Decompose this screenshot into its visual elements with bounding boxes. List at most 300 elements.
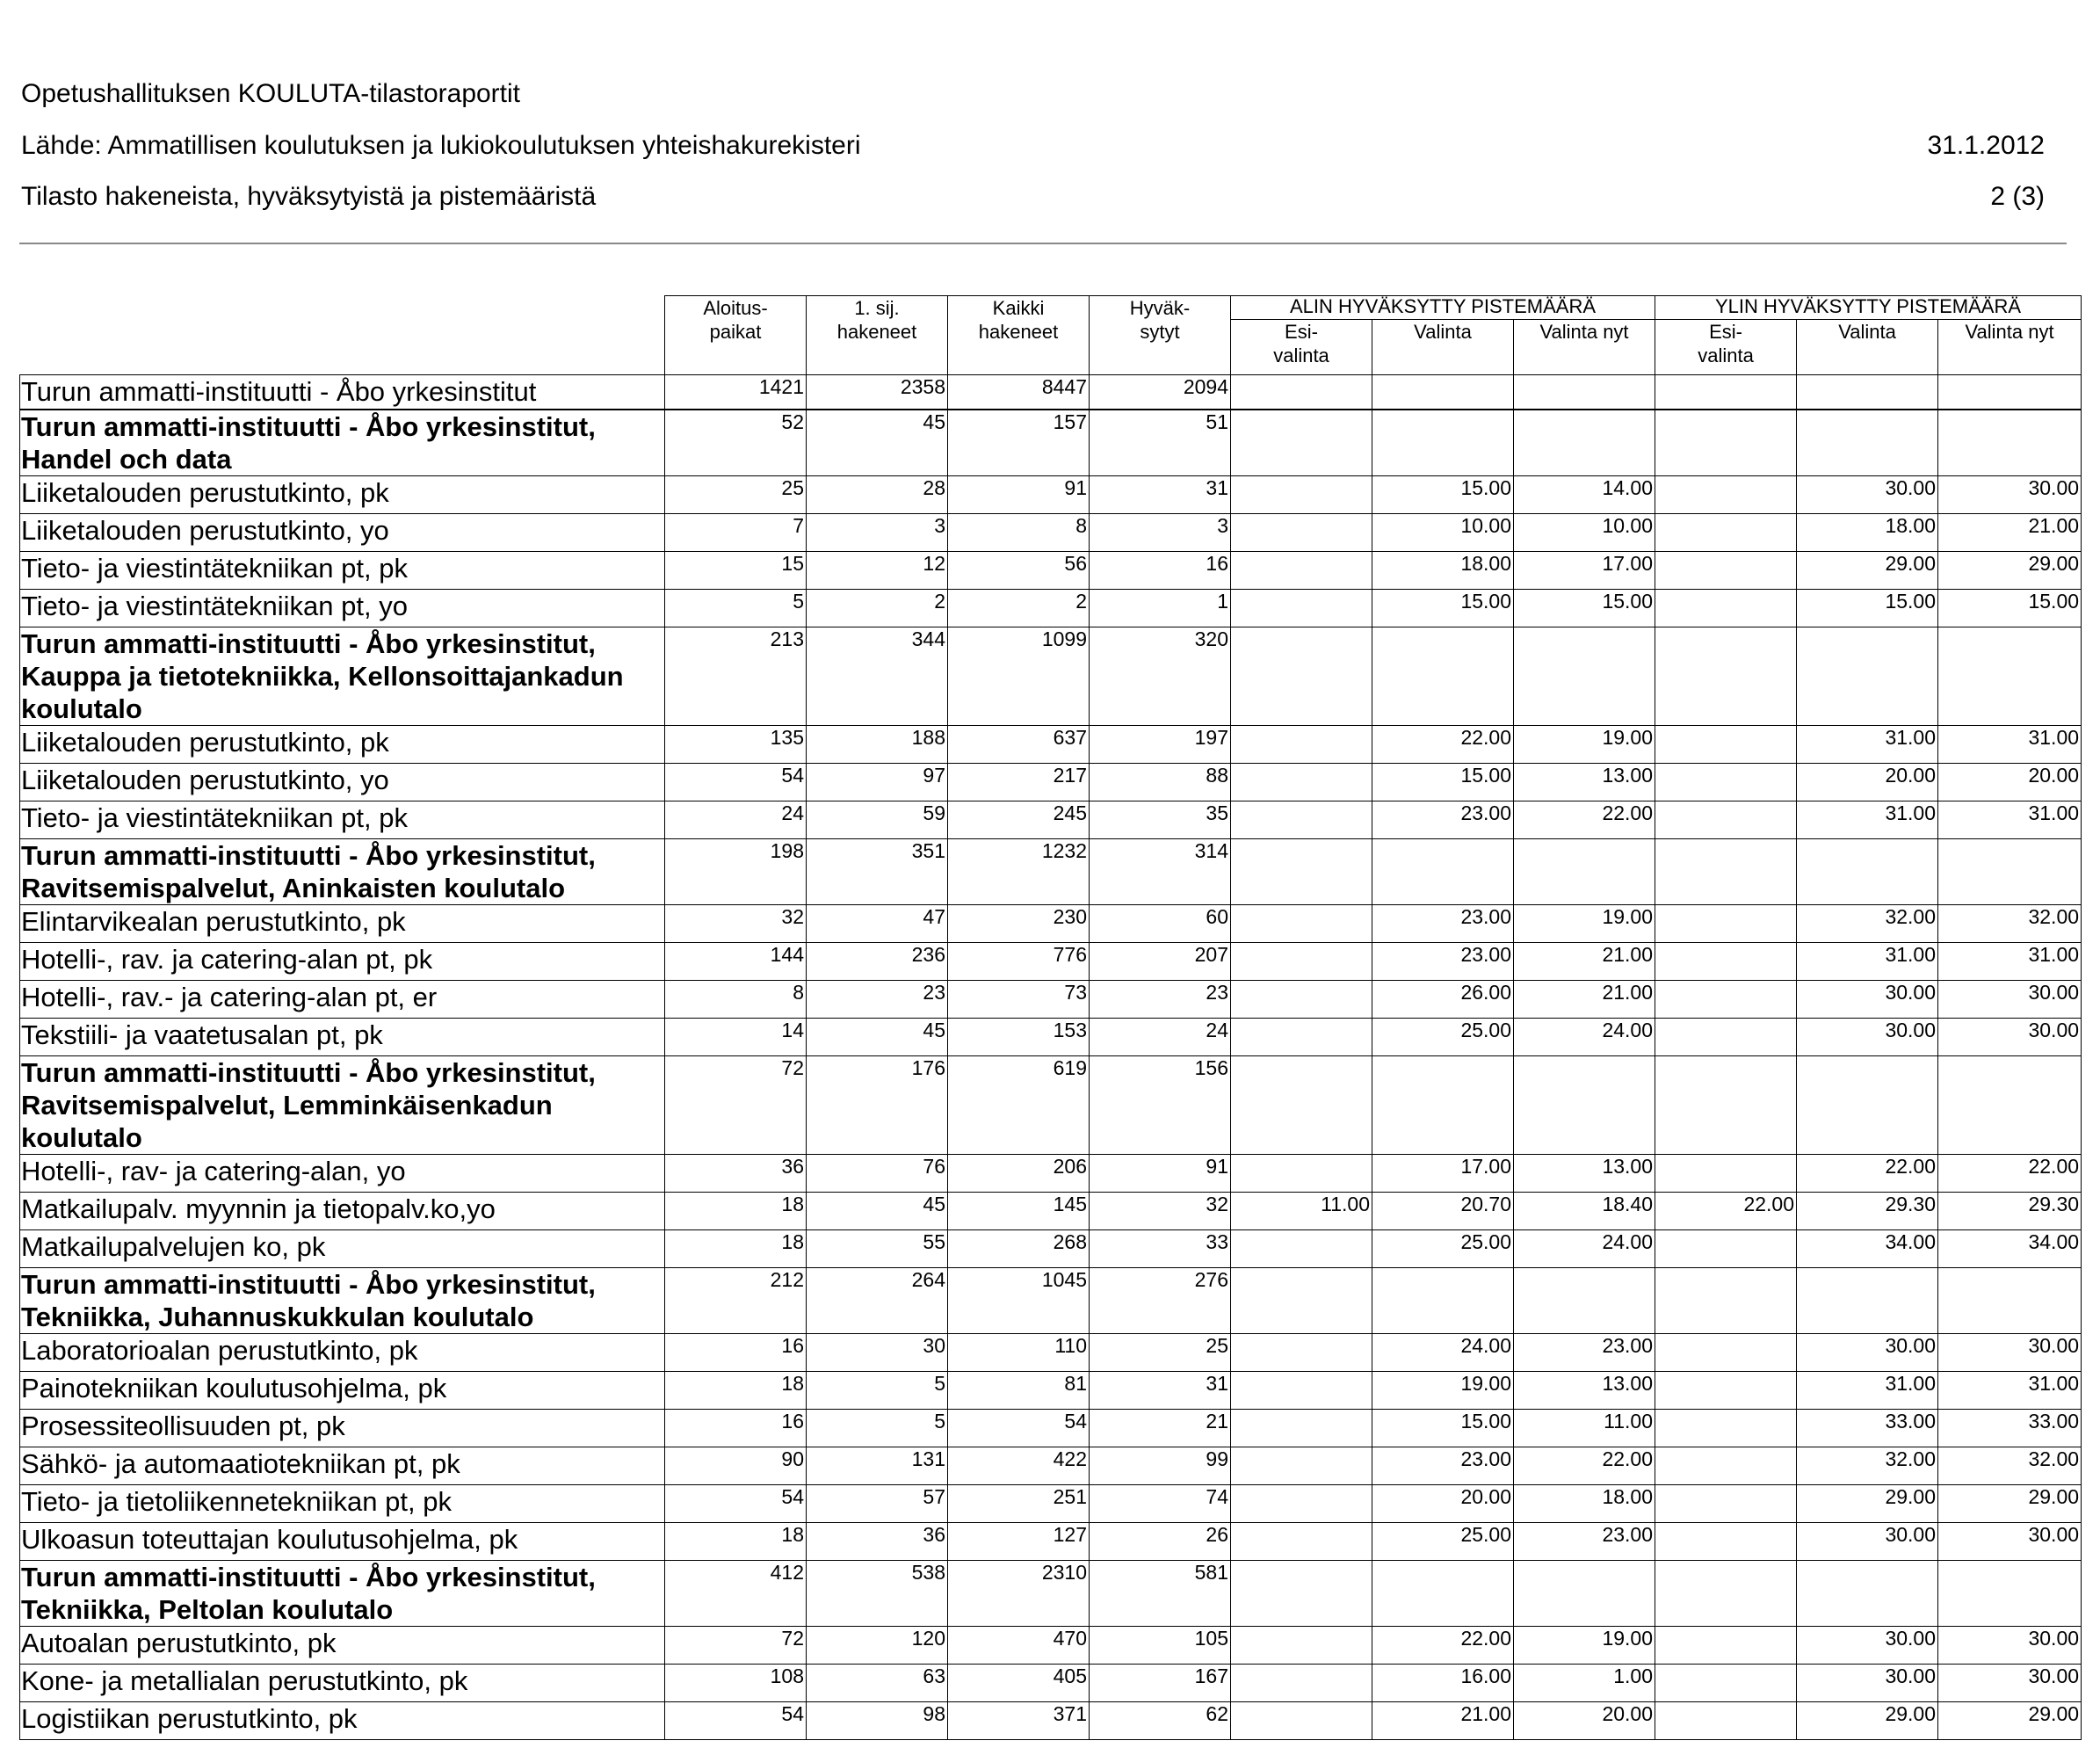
cell-alin-valinta	[1372, 838, 1514, 904]
cell-alin-valinta: 15.00	[1372, 589, 1514, 627]
cell-alin-esivalinta	[1231, 763, 1372, 801]
cell-ylin-valinta: 30.00	[1797, 980, 1938, 1018]
cell-kaikki-hakeneet: 110	[948, 1333, 1090, 1371]
cell-1-sij-hakeneet: 45	[807, 1192, 948, 1229]
row-name: Painotekniikan koulutusohjelma, pk	[20, 1371, 665, 1409]
cell-hyvaksytyt: 60	[1090, 904, 1231, 942]
row-name: Liiketalouden perustutkinto, pk	[20, 475, 665, 513]
cell-ylin-valinta: 29.00	[1797, 1484, 1938, 1522]
cell-1-sij-hakeneet: 264	[807, 1267, 948, 1333]
row-name: Turun ammatti-instituutti - Åbo yrkesinstitut, Tekniikka, Peltolan koulutalo	[20, 1560, 665, 1626]
cell-alin-valinta: 23.00	[1372, 1447, 1514, 1484]
cell-ylin-valinta: 29.30	[1797, 1192, 1938, 1229]
cell-hyvaksytyt: 99	[1090, 1447, 1231, 1484]
col-header-1-sij-hakeneet: 1. sij. hakeneet	[807, 296, 948, 375]
cell-1-sij-hakeneet: 47	[807, 904, 948, 942]
cell-alin-esivalinta	[1231, 1626, 1372, 1664]
cell-1-sij-hakeneet: 2	[807, 589, 948, 627]
cell-kaikki-hakeneet: 245	[948, 801, 1090, 838]
cell-1-sij-hakeneet: 45	[807, 410, 948, 476]
cell-ylin-valinta: 31.00	[1797, 1371, 1938, 1409]
cell-kaikki-hakeneet: 73	[948, 980, 1090, 1018]
row-name: Ulkoasun toteuttajan koulutusohjelma, pk	[20, 1522, 665, 1560]
cell-kaikki-hakeneet: 206	[948, 1154, 1090, 1192]
cell-alin-esivalinta	[1231, 551, 1372, 589]
cell-alin-valinta: 15.00	[1372, 1409, 1514, 1447]
cell-hyvaksytyt: 3	[1090, 513, 1231, 551]
cell-alin-valinta: 26.00	[1372, 980, 1514, 1018]
cell-ylin-esivalinta	[1655, 1626, 1797, 1664]
cell-1-sij-hakeneet: 344	[807, 627, 948, 725]
cell-alin-esivalinta	[1231, 1664, 1372, 1701]
cell-alin-esivalinta	[1231, 725, 1372, 763]
cell-1-sij-hakeneet: 5	[807, 1409, 948, 1447]
row-name: Tieto- ja viestintätekniikan pt, pk	[20, 551, 665, 589]
cell-alin-valinta-nyt: 18.40	[1514, 1192, 1655, 1229]
cell-kaikki-hakeneet: 8447	[948, 375, 1090, 410]
cell-alin-valinta-nyt	[1514, 1560, 1655, 1626]
cell-ylin-esivalinta	[1655, 1267, 1797, 1333]
cell-kaikki-hakeneet: 54	[948, 1409, 1090, 1447]
cell-alin-valinta: 25.00	[1372, 1522, 1514, 1560]
cell-aloituspaikat: 16	[665, 1409, 807, 1447]
col-header-alin-valinta: Valinta	[1372, 320, 1514, 375]
cell-kaikki-hakeneet: 251	[948, 1484, 1090, 1522]
cell-ylin-valinta-nyt: 30.00	[1938, 1626, 2082, 1664]
cell-alin-valinta	[1372, 375, 1514, 410]
cell-kaikki-hakeneet: 2310	[948, 1560, 1090, 1626]
cell-alin-esivalinta	[1231, 1055, 1372, 1154]
cell-aloituspaikat: 212	[665, 1267, 807, 1333]
cell-alin-esivalinta	[1231, 904, 1372, 942]
cell-1-sij-hakeneet: 59	[807, 801, 948, 838]
cell-aloituspaikat: 18	[665, 1371, 807, 1409]
row-name: Elintarvikealan perustutkinto, pk	[20, 904, 665, 942]
cell-hyvaksytyt: 21	[1090, 1409, 1231, 1447]
cell-alin-esivalinta	[1231, 513, 1372, 551]
table-row	[20, 1154, 2082, 1192]
row-name: Matkailupalv. myynnin ja tietopalv.ko,yo	[20, 1192, 665, 1229]
row-name: Tieto- ja tietoliikennetekniikan pt, pk	[20, 1484, 665, 1522]
cell-ylin-esivalinta	[1655, 1371, 1797, 1409]
table-header	[20, 296, 2082, 375]
cell-ylin-valinta-nyt: 30.00	[1938, 475, 2082, 513]
cell-ylin-esivalinta	[1655, 725, 1797, 763]
cell-alin-esivalinta: 11.00	[1231, 1192, 1372, 1229]
table-row-unit	[20, 838, 2082, 904]
statistics-table	[19, 295, 2082, 1740]
cell-ylin-valinta: 30.00	[1797, 1333, 1938, 1371]
report-source-title: Opetushallituksen KOULUTA-tilastoraportit	[21, 79, 521, 108]
page-number: 2 (3)	[1990, 182, 2045, 211]
cell-kaikki-hakeneet: 405	[948, 1664, 1090, 1701]
table-row	[20, 725, 2082, 763]
cell-ylin-valinta	[1797, 1267, 1938, 1333]
cell-alin-esivalinta	[1231, 1229, 1372, 1267]
table-row	[20, 551, 2082, 589]
cell-1-sij-hakeneet: 3	[807, 513, 948, 551]
cell-aloituspaikat: 72	[665, 1055, 807, 1154]
cell-alin-esivalinta	[1231, 1409, 1372, 1447]
col-header-ylin-valinta-nyt: Valinta nyt	[1938, 320, 2082, 375]
cell-kaikki-hakeneet: 776	[948, 942, 1090, 980]
cell-aloituspaikat: 15	[665, 551, 807, 589]
cell-ylin-valinta: 15.00	[1797, 589, 1938, 627]
cell-kaikki-hakeneet: 619	[948, 1055, 1090, 1154]
cell-alin-valinta: 20.00	[1372, 1484, 1514, 1522]
cell-1-sij-hakeneet: 36	[807, 1522, 948, 1560]
cell-kaikki-hakeneet: 157	[948, 410, 1090, 476]
row-name: Tekstiili- ja vaatetusalan pt, pk	[20, 1018, 665, 1055]
cell-aloituspaikat: 18	[665, 1229, 807, 1267]
row-name: Turun ammatti-instituutti - Åbo yrkesinstitut, Ravitsemispalvelut, Aninkaisten koulutalo	[20, 838, 665, 904]
cell-kaikki-hakeneet: 422	[948, 1447, 1090, 1484]
cell-ylin-valinta: 29.00	[1797, 1701, 1938, 1739]
cell-alin-valinta-nyt: 10.00	[1514, 513, 1655, 551]
cell-ylin-valinta-nyt	[1938, 1560, 2082, 1626]
cell-1-sij-hakeneet: 76	[807, 1154, 948, 1192]
cell-alin-valinta: 19.00	[1372, 1371, 1514, 1409]
cell-alin-esivalinta	[1231, 980, 1372, 1018]
col-header-ylin-valinta: Valinta	[1797, 320, 1938, 375]
cell-alin-esivalinta	[1231, 1154, 1372, 1192]
cell-alin-valinta-nyt	[1514, 1055, 1655, 1154]
cell-alin-valinta-nyt: 20.00	[1514, 1701, 1655, 1739]
cell-aloituspaikat: 54	[665, 1701, 807, 1739]
cell-1-sij-hakeneet: 55	[807, 1229, 948, 1267]
cell-alin-valinta	[1372, 1560, 1514, 1626]
cell-1-sij-hakeneet: 12	[807, 551, 948, 589]
table-row	[20, 942, 2082, 980]
row-name: Prosessiteollisuuden pt, pk	[20, 1409, 665, 1447]
cell-hyvaksytyt: 31	[1090, 475, 1231, 513]
cell-ylin-valinta	[1797, 1560, 1938, 1626]
row-name: Kone- ja metallialan perustutkinto, pk	[20, 1664, 665, 1701]
cell-1-sij-hakeneet: 176	[807, 1055, 948, 1154]
cell-ylin-valinta-nyt: 29.30	[1938, 1192, 2082, 1229]
cell-aloituspaikat: 90	[665, 1447, 807, 1484]
cell-alin-valinta: 15.00	[1372, 475, 1514, 513]
row-name: Turun ammatti-instituutti - Åbo yrkesinstitut, Handel och data	[20, 410, 665, 476]
cell-aloituspaikat: 18	[665, 1522, 807, 1560]
cell-alin-valinta: 23.00	[1372, 942, 1514, 980]
cell-ylin-valinta-nyt: 31.00	[1938, 1371, 2082, 1409]
cell-ylin-valinta-nyt: 22.00	[1938, 1154, 2082, 1192]
table-row	[20, 1664, 2082, 1701]
cell-ylin-valinta: 22.00	[1797, 1154, 1938, 1192]
cell-ylin-valinta-nyt	[1938, 627, 2082, 725]
cell-ylin-valinta: 18.00	[1797, 513, 1938, 551]
cell-alin-esivalinta	[1231, 801, 1372, 838]
cell-ylin-valinta: 31.00	[1797, 942, 1938, 980]
cell-ylin-esivalinta	[1655, 475, 1797, 513]
cell-alin-valinta-nyt	[1514, 627, 1655, 725]
cell-ylin-valinta-nyt	[1938, 1055, 2082, 1154]
table-row	[20, 980, 2082, 1018]
cell-ylin-valinta-nyt: 30.00	[1938, 1333, 2082, 1371]
cell-alin-valinta-nyt: 19.00	[1514, 904, 1655, 942]
cell-hyvaksytyt: 105	[1090, 1626, 1231, 1664]
table-row	[20, 763, 2082, 801]
cell-kaikki-hakeneet: 8	[948, 513, 1090, 551]
cell-ylin-valinta-nyt: 31.00	[1938, 725, 2082, 763]
cell-alin-esivalinta	[1231, 375, 1372, 410]
cell-kaikki-hakeneet: 2	[948, 589, 1090, 627]
cell-kaikki-hakeneet: 470	[948, 1626, 1090, 1664]
cell-alin-esivalinta	[1231, 589, 1372, 627]
cell-alin-esivalinta	[1231, 838, 1372, 904]
cell-ylin-valinta	[1797, 838, 1938, 904]
row-name: Liiketalouden perustutkinto, yo	[20, 513, 665, 551]
row-name: Matkailupalvelujen ko, pk	[20, 1229, 665, 1267]
cell-alin-valinta-nyt	[1514, 375, 1655, 410]
cell-ylin-esivalinta	[1655, 763, 1797, 801]
cell-1-sij-hakeneet: 30	[807, 1333, 948, 1371]
cell-ylin-valinta-nyt: 31.00	[1938, 801, 2082, 838]
cell-aloituspaikat: 7	[665, 513, 807, 551]
cell-hyvaksytyt: 62	[1090, 1701, 1231, 1739]
cell-aloituspaikat: 32	[665, 904, 807, 942]
table-body	[20, 375, 2082, 1740]
cell-1-sij-hakeneet: 351	[807, 838, 948, 904]
cell-aloituspaikat: 144	[665, 942, 807, 980]
table-row-unit	[20, 410, 2082, 476]
cell-kaikki-hakeneet: 217	[948, 763, 1090, 801]
cell-kaikki-hakeneet: 145	[948, 1192, 1090, 1229]
cell-ylin-valinta-nyt: 33.00	[1938, 1409, 2082, 1447]
cell-ylin-esivalinta	[1655, 1154, 1797, 1192]
table-row	[20, 1333, 2082, 1371]
cell-1-sij-hakeneet: 98	[807, 1701, 948, 1739]
group-header-ylin: YLIN HYVÄKSYTTY PISTEMÄÄRÄ	[1655, 296, 2082, 320]
row-name: Sähkö- ja automaatiotekniikan pt, pk	[20, 1447, 665, 1484]
table-row	[20, 475, 2082, 513]
cell-ylin-valinta: 30.00	[1797, 1626, 1938, 1664]
cell-1-sij-hakeneet: 5	[807, 1371, 948, 1409]
cell-ylin-valinta: 34.00	[1797, 1229, 1938, 1267]
row-name: Liiketalouden perustutkinto, pk	[20, 725, 665, 763]
cell-ylin-valinta: 20.00	[1797, 763, 1938, 801]
cell-ylin-valinta-nyt: 32.00	[1938, 1447, 2082, 1484]
row-name: Turun ammatti-instituutti - Åbo yrkesinstitut, Tekniikka, Juhannuskukkulan koulutalo	[20, 1267, 665, 1333]
cell-hyvaksytyt: 24	[1090, 1018, 1231, 1055]
cell-hyvaksytyt: 25	[1090, 1333, 1231, 1371]
col-header-kaikki-hakeneet: Kaikki hakeneet	[948, 296, 1090, 375]
cell-ylin-esivalinta	[1655, 1018, 1797, 1055]
cell-kaikki-hakeneet: 91	[948, 475, 1090, 513]
cell-alin-valinta	[1372, 410, 1514, 476]
cell-ylin-valinta: 29.00	[1797, 551, 1938, 589]
table-row	[20, 801, 2082, 838]
cell-alin-valinta: 24.00	[1372, 1333, 1514, 1371]
cell-alin-esivalinta	[1231, 1484, 1372, 1522]
cell-hyvaksytyt: 1	[1090, 589, 1231, 627]
cell-alin-valinta-nyt: 15.00	[1514, 589, 1655, 627]
table-row	[20, 375, 2082, 410]
cell-alin-valinta-nyt: 13.00	[1514, 763, 1655, 801]
row-name: Turun ammatti-instituutti - Åbo yrkesinstitut, Ravitsemispalvelut, Lemminkäisenkadun koulutalo	[20, 1055, 665, 1154]
cell-aloituspaikat: 5	[665, 589, 807, 627]
cell-ylin-esivalinta	[1655, 589, 1797, 627]
cell-alin-esivalinta	[1231, 942, 1372, 980]
cell-1-sij-hakeneet: 2358	[807, 375, 948, 410]
header-divider	[19, 243, 2067, 244]
cell-alin-valinta-nyt	[1514, 838, 1655, 904]
table-row	[20, 1522, 2082, 1560]
table-row	[20, 589, 2082, 627]
table-row	[20, 1371, 2082, 1409]
table-row	[20, 1484, 2082, 1522]
cell-alin-valinta: 22.00	[1372, 725, 1514, 763]
col-header-ylin-esivalinta: Esi- valinta	[1655, 320, 1797, 375]
report-data-source: Lähde: Ammatillisen koulutuksen ja lukiokoulutuksen yhteishakurekisteri	[21, 131, 861, 160]
cell-hyvaksytyt: 320	[1090, 627, 1231, 725]
cell-alin-esivalinta	[1231, 410, 1372, 476]
cell-ylin-esivalinta	[1655, 1522, 1797, 1560]
cell-alin-valinta: 17.00	[1372, 1154, 1514, 1192]
cell-aloituspaikat: 213	[665, 627, 807, 725]
cell-alin-valinta-nyt: 17.00	[1514, 551, 1655, 589]
cell-ylin-esivalinta	[1655, 627, 1797, 725]
table-row-unit	[20, 1560, 2082, 1626]
cell-alin-valinta: 18.00	[1372, 551, 1514, 589]
cell-alin-esivalinta	[1231, 1371, 1372, 1409]
row-name: Turun ammatti-instituutti - Åbo yrkesinstitut, Kauppa ja tietotekniikka, Kellonsoittajankadun koulutalo	[20, 627, 665, 725]
table-row	[20, 1447, 2082, 1484]
cell-ylin-valinta-nyt: 31.00	[1938, 942, 2082, 980]
cell-ylin-valinta-nyt: 29.00	[1938, 1701, 2082, 1739]
cell-alin-valinta-nyt: 24.00	[1514, 1229, 1655, 1267]
cell-hyvaksytyt: 156	[1090, 1055, 1231, 1154]
cell-ylin-valinta-nyt: 30.00	[1938, 1018, 2082, 1055]
cell-ylin-valinta-nyt	[1938, 410, 2082, 476]
cell-ylin-esivalinta	[1655, 410, 1797, 476]
cell-1-sij-hakeneet: 188	[807, 725, 948, 763]
cell-alin-valinta-nyt: 14.00	[1514, 475, 1655, 513]
cell-1-sij-hakeneet: 131	[807, 1447, 948, 1484]
cell-1-sij-hakeneet: 538	[807, 1560, 948, 1626]
table-row	[20, 1701, 2082, 1739]
row-name: Logistiikan perustutkinto, pk	[20, 1701, 665, 1739]
cell-kaikki-hakeneet: 127	[948, 1522, 1090, 1560]
cell-1-sij-hakeneet: 45	[807, 1018, 948, 1055]
table-row-unit	[20, 627, 2082, 725]
cell-hyvaksytyt: 35	[1090, 801, 1231, 838]
cell-alin-valinta: 23.00	[1372, 801, 1514, 838]
cell-ylin-valinta: 31.00	[1797, 801, 1938, 838]
cell-alin-esivalinta	[1231, 1522, 1372, 1560]
cell-alin-valinta-nyt: 21.00	[1514, 942, 1655, 980]
cell-ylin-valinta: 30.00	[1797, 475, 1938, 513]
cell-ylin-valinta: 30.00	[1797, 1522, 1938, 1560]
cell-aloituspaikat: 54	[665, 763, 807, 801]
cell-kaikki-hakeneet: 637	[948, 725, 1090, 763]
cell-alin-valinta-nyt: 23.00	[1514, 1333, 1655, 1371]
cell-ylin-valinta-nyt: 30.00	[1938, 980, 2082, 1018]
table-row	[20, 1229, 2082, 1267]
cell-hyvaksytyt: 26	[1090, 1522, 1231, 1560]
cell-alin-valinta-nyt: 19.00	[1514, 725, 1655, 763]
cell-hyvaksytyt: 2094	[1090, 375, 1231, 410]
cell-ylin-esivalinta	[1655, 1484, 1797, 1522]
col-header-aloituspaikat: Aloitus- paikat	[665, 296, 807, 375]
row-name: Autoalan perustutkinto, pk	[20, 1626, 665, 1664]
cell-ylin-esivalinta	[1655, 551, 1797, 589]
cell-ylin-valinta: 32.00	[1797, 1447, 1938, 1484]
cell-aloituspaikat: 54	[665, 1484, 807, 1522]
cell-kaikki-hakeneet: 371	[948, 1701, 1090, 1739]
cell-ylin-esivalinta	[1655, 513, 1797, 551]
cell-ylin-esivalinta	[1655, 1055, 1797, 1154]
cell-alin-valinta-nyt	[1514, 1267, 1655, 1333]
cell-alin-valinta-nyt: 13.00	[1514, 1154, 1655, 1192]
cell-ylin-esivalinta	[1655, 942, 1797, 980]
cell-ylin-valinta-nyt: 20.00	[1938, 763, 2082, 801]
cell-alin-valinta: 25.00	[1372, 1018, 1514, 1055]
cell-aloituspaikat: 52	[665, 410, 807, 476]
cell-ylin-esivalinta	[1655, 375, 1797, 410]
cell-ylin-valinta-nyt: 29.00	[1938, 1484, 2082, 1522]
cell-ylin-valinta: 30.00	[1797, 1664, 1938, 1701]
cell-1-sij-hakeneet: 97	[807, 763, 948, 801]
cell-aloituspaikat: 108	[665, 1664, 807, 1701]
cell-ylin-esivalinta	[1655, 801, 1797, 838]
cell-alin-valinta: 23.00	[1372, 904, 1514, 942]
cell-1-sij-hakeneet: 23	[807, 980, 948, 1018]
cell-ylin-esivalinta	[1655, 1447, 1797, 1484]
cell-ylin-valinta-nyt: 15.00	[1938, 589, 2082, 627]
cell-hyvaksytyt: 74	[1090, 1484, 1231, 1522]
cell-alin-valinta: 15.00	[1372, 763, 1514, 801]
cell-hyvaksytyt: 51	[1090, 410, 1231, 476]
cell-ylin-valinta	[1797, 1055, 1938, 1154]
report-date: 31.1.2012	[1927, 131, 2045, 160]
cell-alin-esivalinta	[1231, 1018, 1372, 1055]
row-name: Hotelli-, rav.- ja catering-alan pt, er	[20, 980, 665, 1018]
cell-alin-esivalinta	[1231, 1333, 1372, 1371]
cell-aloituspaikat: 72	[665, 1626, 807, 1664]
cell-ylin-valinta: 31.00	[1797, 725, 1938, 763]
col-header-alin-esivalinta: Esi- valinta	[1231, 320, 1372, 375]
cell-kaikki-hakeneet: 56	[948, 551, 1090, 589]
cell-kaikki-hakeneet: 1232	[948, 838, 1090, 904]
cell-alin-valinta-nyt: 19.00	[1514, 1626, 1655, 1664]
cell-alin-valinta-nyt: 18.00	[1514, 1484, 1655, 1522]
table-row-unit	[20, 1267, 2082, 1333]
cell-ylin-valinta-nyt: 32.00	[1938, 904, 2082, 942]
cell-alin-valinta-nyt: 11.00	[1514, 1409, 1655, 1447]
cell-alin-valinta: 20.70	[1372, 1192, 1514, 1229]
cell-hyvaksytyt: 91	[1090, 1154, 1231, 1192]
cell-ylin-valinta: 32.00	[1797, 904, 1938, 942]
table-row-unit	[20, 1055, 2082, 1154]
cell-alin-valinta: 16.00	[1372, 1664, 1514, 1701]
cell-alin-valinta-nyt: 1.00	[1514, 1664, 1655, 1701]
cell-ylin-valinta-nyt: 30.00	[1938, 1664, 2082, 1701]
cell-alin-esivalinta	[1231, 1701, 1372, 1739]
cell-alin-valinta	[1372, 1055, 1514, 1154]
cell-aloituspaikat: 198	[665, 838, 807, 904]
cell-ylin-esivalinta	[1655, 980, 1797, 1018]
cell-ylin-esivalinta	[1655, 1560, 1797, 1626]
table-row	[20, 1018, 2082, 1055]
cell-ylin-valinta-nyt: 30.00	[1938, 1522, 2082, 1560]
cell-hyvaksytyt: 167	[1090, 1664, 1231, 1701]
cell-aloituspaikat: 16	[665, 1333, 807, 1371]
cell-ylin-esivalinta	[1655, 1664, 1797, 1701]
cell-alin-valinta	[1372, 627, 1514, 725]
cell-aloituspaikat: 8	[665, 980, 807, 1018]
